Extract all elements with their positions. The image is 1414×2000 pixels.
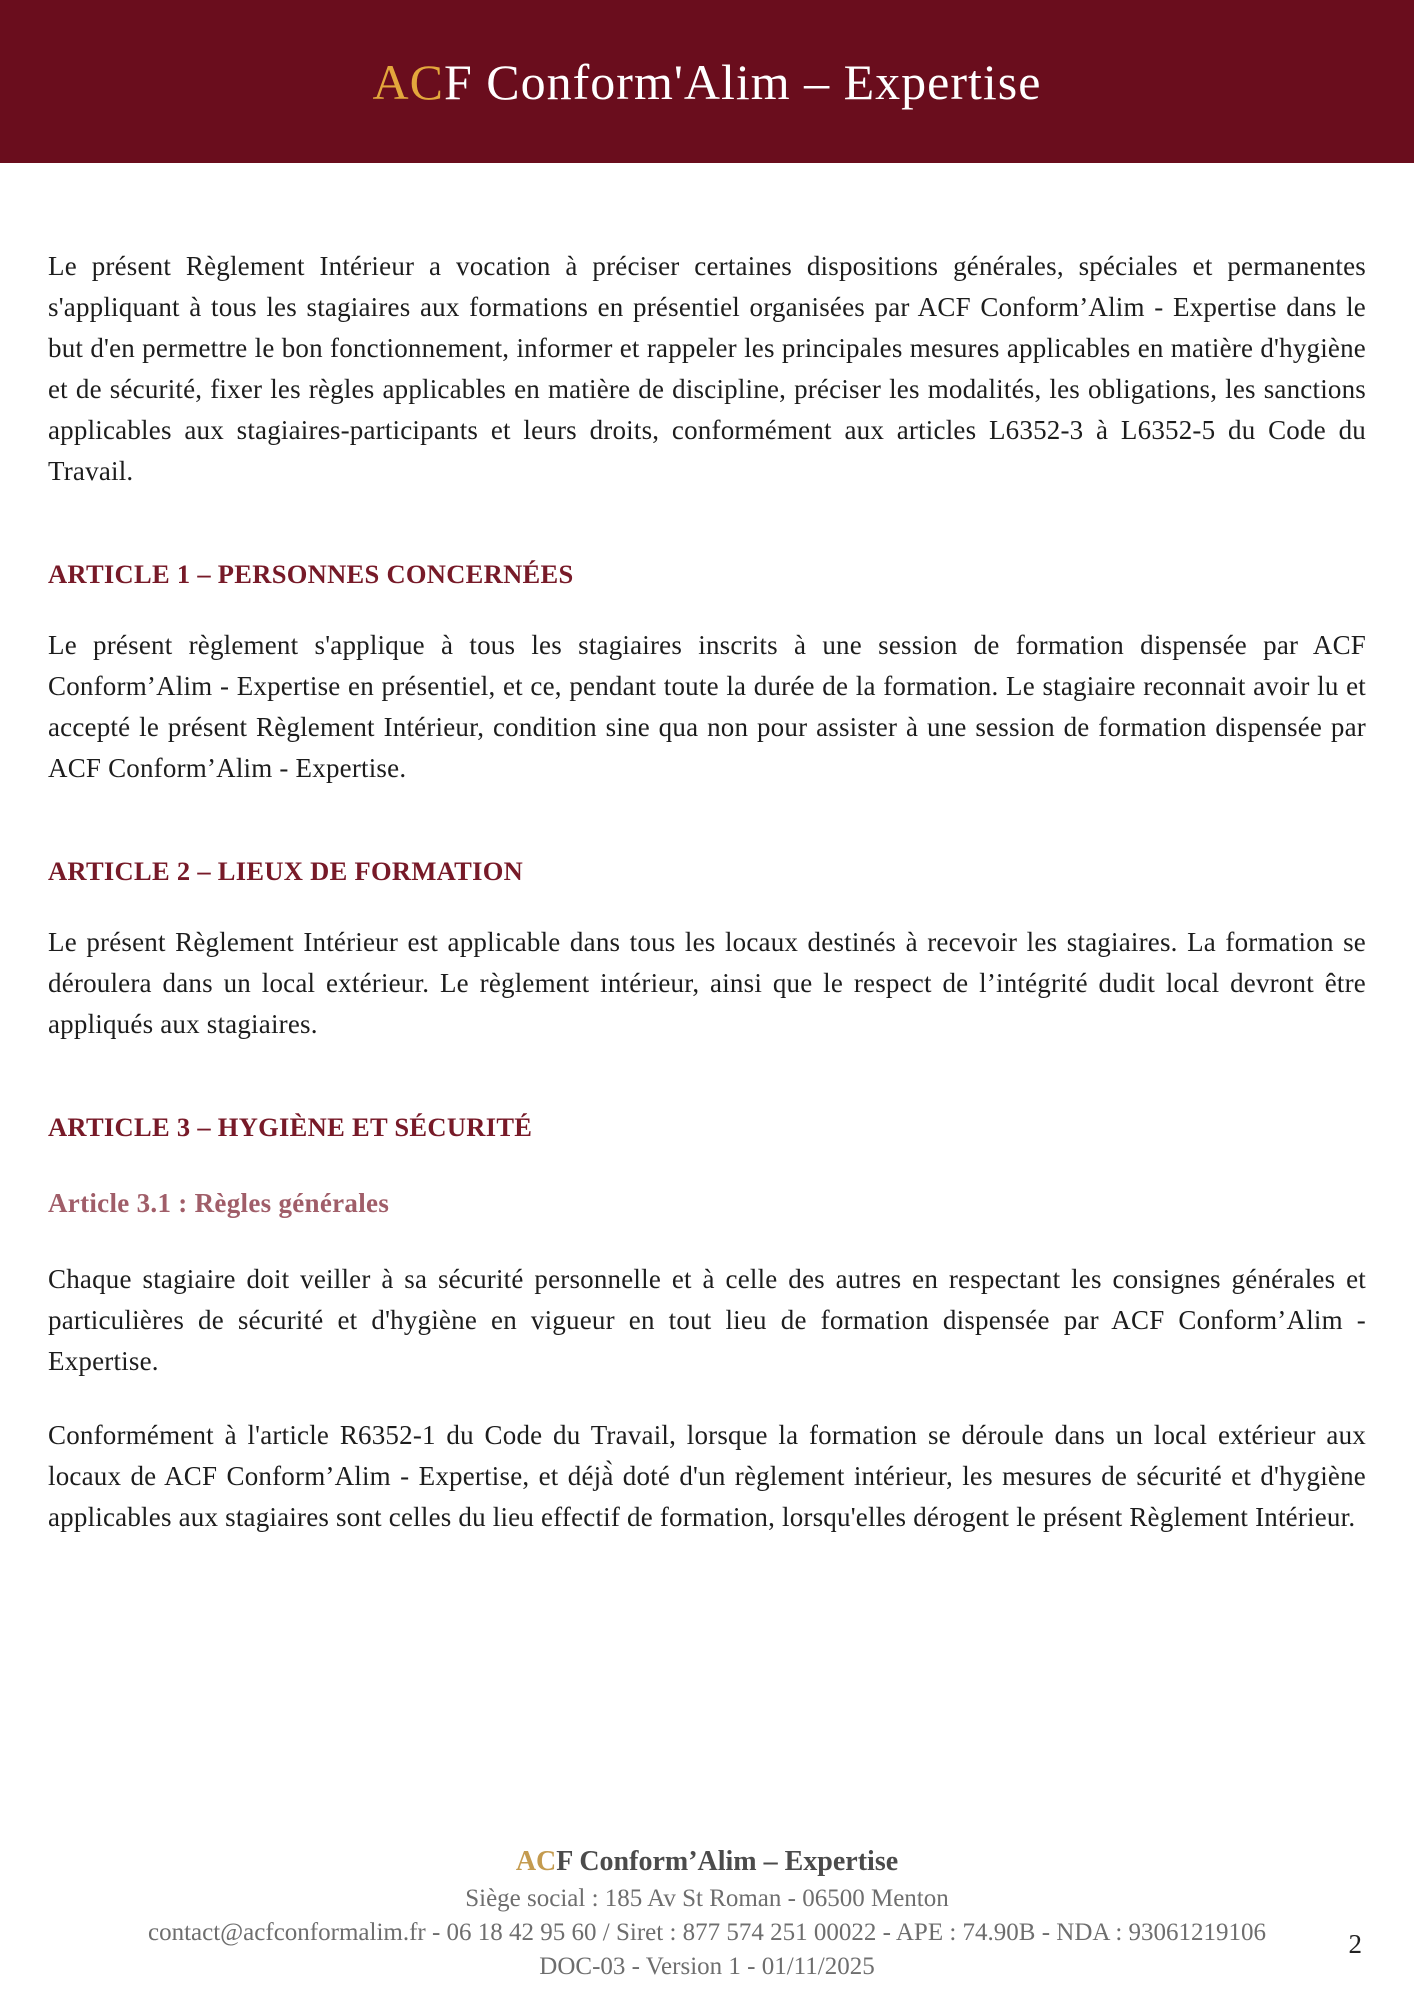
article-3-paragraph-2: Conformément à l'article R6352-1 du Code du Travail, lorsque la formation se déroule dans un local extérieur aux locaux de ACF Conform’Alim - Expertise, et déjà̀ doté d'un règlement intérieur, les mesures de sécurité et d'hygiène applicables aux stagiaires sont celles du lieu effectif de formation, lorsqu'elles dérogent le présent Règlement Intérieur. <box>48 1420 1366 1532</box>
article-3-1-subheading: Article 3.1 : Règles générales <box>48 1188 390 1218</box>
footer-contact-line: contact@acfconformalim.fr - 06 18 42 95 60 / Siret : 877 574 251 00022 - APE : 74.90B - NDA : 93061219106 <box>147 1919 1267 1946</box>
article-2-paragraph: Le présent Règlement Intérieur est applicable dans tous les locaux destinés à recevoir les stagiaires. La formation se déroulera dans un local extérieur. Le règlement intérieur, ainsi que le respect de l’intégrité dudit local devront être appliqués aux stagiaires. <box>48 927 1366 1039</box>
page-footer <box>0 1842 1414 1984</box>
footer-brand-accent-letters: AC <box>515 1846 557 1877</box>
page-number: 2 <box>1348 1929 1362 1959</box>
page-banner <box>0 0 1414 163</box>
page-title <box>373 53 1042 111</box>
intro-paragraph: Le présent Règlement Intérieur a vocation à préciser certaines dispositions générales, spéciales et permanentes s'appliquant à tous les stagiaires aux formations en présentiel organisées par ACF Conform’Alim - Expertise dans le but d'en permettre le bon fonctionnement, informer et rappeler les principales mesures applicables en matière d'hygiène et de sécurité, fixer les règles applicables en matière de discipline, préciser les modalités, les obligations, les sanctions applicables aux stagiaires-participants et leurs droits, conformément aux articles L6352-3 à L6352-5 du Code du Travail. <box>48 251 1366 486</box>
footer-doc-reference-line: DOC-03 - Version 1 - 01/11/2025 <box>539 1953 875 1980</box>
footer-brand-rest: F Conform’Alim – Expertise <box>556 1846 899 1877</box>
brand-accent-letters: AC <box>372 53 444 110</box>
document-body <box>0 163 1414 1538</box>
article-2-heading: ARTICLE 2 – LIEUX DE FORMATION <box>48 856 524 886</box>
article-1-heading: ARTICLE 1 – PERSONNES CONCERNÉES <box>48 559 574 589</box>
footer-brand <box>0 1842 1414 1882</box>
brand-title-rest: F Conform'Alim – Expertise <box>444 53 1042 110</box>
article-3-heading: ARTICLE 3 – HYGIÈNE ET SÉCURITÉ <box>48 1112 533 1142</box>
article-3-paragraph-1: Chaque stagiaire doit veiller à sa sécurité personnelle et à celle des autres en respectant les consignes générales et particulières de sécurité et d'hygiène en vigueur en tout lieu de formation dispensée par ACF Conform’Alim - Expertise. <box>48 1264 1366 1376</box>
footer-address-line: Siège social : 185 Av St Roman - 06500 Menton <box>465 1885 949 1912</box>
article-1-paragraph: Le présent règlement s'applique à tous les stagiaires inscrits à une session de formation dispensée par ACF Conform’Alim - Expertise en présentiel, et ce, pendant toute la durée de la formation. Le stagiaire reconnait avoir lu et accepté le présent Règlement Intérieur, condition sine qua non pour assister à une session de formation dispensée par ACF Conform’Alim - Expertise. <box>48 630 1366 783</box>
